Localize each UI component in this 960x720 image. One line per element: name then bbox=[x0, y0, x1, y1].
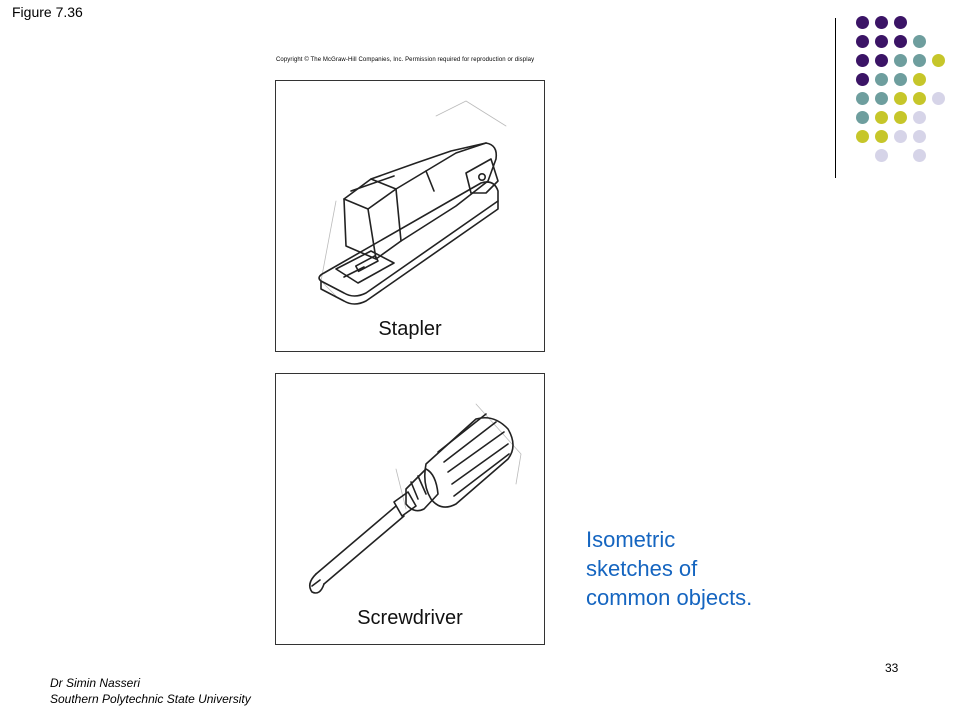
decorative-dot bbox=[913, 54, 926, 67]
decorative-dot bbox=[856, 54, 869, 67]
stapler-sketch-icon bbox=[276, 81, 546, 353]
decorative-dot bbox=[875, 54, 888, 67]
decorative-dot bbox=[913, 35, 926, 48]
decorative-dot bbox=[913, 149, 926, 162]
decorative-dot bbox=[856, 73, 869, 86]
figure-description bbox=[586, 525, 846, 612]
screwdriver-sketch-icon bbox=[276, 374, 546, 646]
decorative-dot bbox=[875, 73, 888, 86]
description-line-2: sketches of bbox=[586, 556, 698, 581]
decorative-dot bbox=[913, 111, 926, 124]
decorative-dot bbox=[894, 35, 907, 48]
decorative-dot bbox=[875, 16, 888, 29]
copyright-notice: Copyright © The McGraw-Hill Companies, Inc. Permission required for reproduction or display bbox=[276, 57, 535, 63]
decorative-dot bbox=[856, 35, 869, 48]
decorative-dot bbox=[875, 35, 888, 48]
decorative-dot bbox=[894, 111, 907, 124]
description-line-3: common objects. bbox=[586, 585, 753, 610]
decorative-dot bbox=[894, 54, 907, 67]
screwdriver-caption: Screwdriver bbox=[357, 607, 463, 629]
stapler-figure bbox=[275, 80, 545, 352]
decorative-dot bbox=[913, 92, 926, 105]
decorative-dot bbox=[932, 92, 945, 105]
decorative-divider bbox=[835, 18, 836, 178]
decorative-dot bbox=[894, 73, 907, 86]
decorative-dot bbox=[875, 130, 888, 143]
footer-author: Dr Simin Nasseri bbox=[50, 676, 141, 690]
footer-institution: Southern Polytechnic State University bbox=[50, 692, 251, 706]
decorative-dot bbox=[894, 16, 907, 29]
stapler-caption: Stapler bbox=[378, 318, 442, 340]
decorative-dot bbox=[875, 92, 888, 105]
decorative-dot bbox=[856, 111, 869, 124]
slide-title: Figure 7.36 bbox=[12, 4, 83, 20]
decorative-dot bbox=[856, 92, 869, 105]
decorative-dot bbox=[875, 149, 888, 162]
decorative-dot bbox=[894, 92, 907, 105]
decorative-dot bbox=[894, 130, 907, 143]
decorative-dot bbox=[932, 54, 945, 67]
decorative-dot bbox=[913, 73, 926, 86]
decorative-dot bbox=[856, 16, 869, 29]
decorative-dot bbox=[875, 111, 888, 124]
page-number: 33 bbox=[885, 661, 899, 675]
decorative-dot bbox=[913, 130, 926, 143]
footer bbox=[50, 675, 251, 707]
decorative-dot bbox=[856, 130, 869, 143]
description-line-1: Isometric bbox=[586, 527, 676, 552]
screwdriver-figure bbox=[275, 373, 545, 645]
